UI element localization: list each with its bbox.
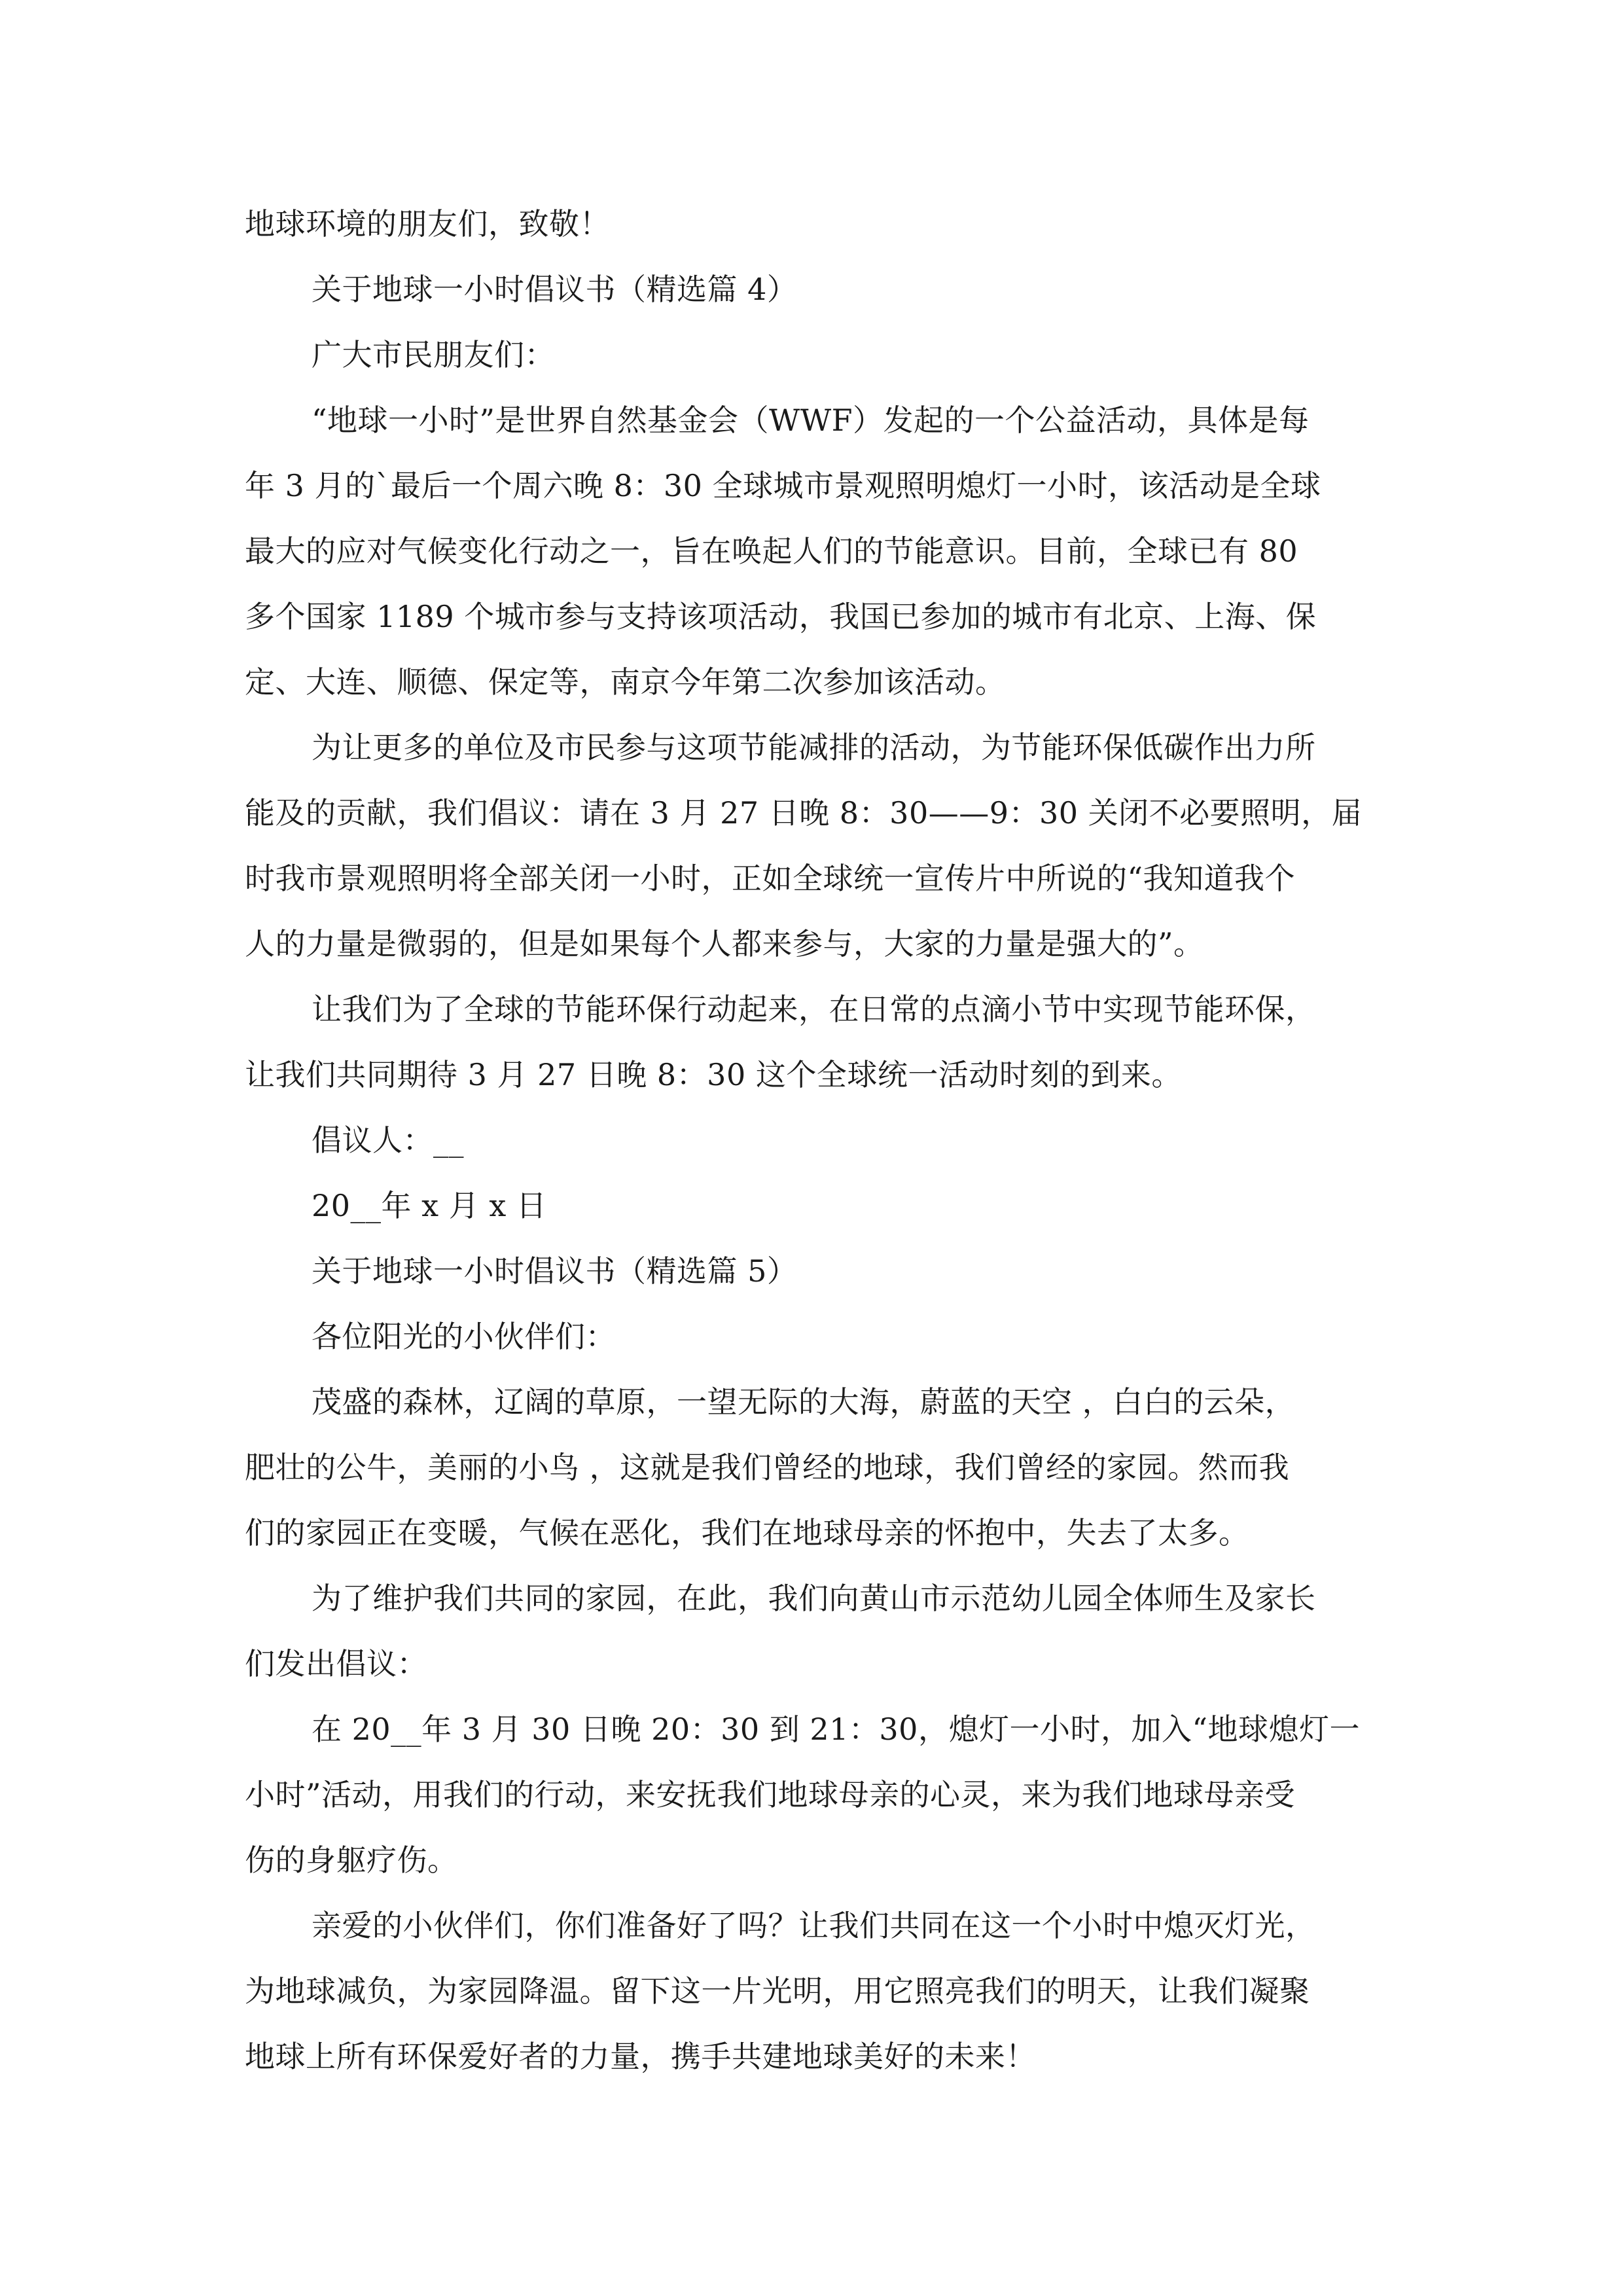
section-heading: 关于地球一小时倡议书（精选篇 4） xyxy=(312,272,798,307)
text-line: 让我们为了全球的节能环保行动起来，在日常的点滴小节中实现节能环保， xyxy=(312,992,1316,1027)
text-line: 小时”活动，用我们的行动，来安抚我们地球母亲的心灵，来为我们地球母亲受 xyxy=(245,1777,1296,1812)
text-line: 茂盛的森林，辽阔的草原，一望无际的大海，蔚蓝的天空 ，白白的云朵， xyxy=(312,1384,1296,1420)
text-line: 人的力量是微弱的，但是如果每个人都来参与，大家的力量是强大的”。 xyxy=(245,926,1204,961)
text-line: 肥壮的公牛，美丽的小鸟 ，这就是我们曾经的地球，我们曾经的家园。然而我 xyxy=(245,1450,1290,1485)
text-line: 在 20__年 3 月 30 日晚 20：30 到 21：30，熄灯一小时，加入“地球熄灯一 xyxy=(312,1712,1360,1747)
text-line: 们的家园正在变暖，气候在恶化，我们在地球母亲的怀抱中，失去了太多。 xyxy=(245,1515,1249,1551)
date-line: 20__年 x 月 x 日 xyxy=(312,1188,547,1223)
text-line: 时我市景观照明将全部关闭一小时，正如全球统一宣传片中所说的“我知道我个 xyxy=(245,861,1296,896)
section-heading: 关于地球一小时倡议书（精选篇 5） xyxy=(312,1253,798,1289)
text-line: 为让更多的单位及市民参与这项节能减排的活动，为节能环保低碳作出力所 xyxy=(312,730,1316,765)
text-line: 为了维护我们共同的家园，在此，我们向黄山市示范幼儿园全体师生及家长 xyxy=(312,1581,1316,1616)
salutation: 广大市民朋友们： xyxy=(312,337,555,372)
text-line: 们发出倡议： xyxy=(245,1646,427,1681)
text-line: 定、大连、顺德、保定等，南京今年第二次参加该活动。 xyxy=(245,664,1006,700)
text-line: 为地球减负，为家园降温。留下这一片光明，用它照亮我们的明天，让我们凝聚 xyxy=(245,1973,1310,2009)
text-line: 让我们共同期待 3 月 27 日晚 8：30 这个全球统一活动时刻的到来。 xyxy=(245,1057,1182,1092)
text-line: 最大的应对气候变化行动之一，旨在唤起人们的节能意识。目前，全球已有 80 xyxy=(245,533,1298,569)
text-line: 亲爱的小伙伴们，你们准备好了吗？让我们共同在这一个小时中熄灭灯光， xyxy=(312,1908,1316,1943)
document-body xyxy=(245,191,1383,2089)
text-line: 地球环境的朋友们，致敬！ xyxy=(245,206,610,242)
text-line: 地球上所有环保爱好者的力量，携手共建地球美好的未来！ xyxy=(245,2039,1036,2074)
text-line: 能及的贡献，我们倡议：请在 3 月 27 日晚 8：30——9：30 关闭不必要照明，届 xyxy=(245,795,1363,831)
salutation: 各位阳光的小伙伴们： xyxy=(312,1319,616,1354)
text-line: 伤的身躯疗伤。 xyxy=(245,1842,458,1878)
text-line: 多个国家 1189 个城市参与支持该项活动，我国已参加的城市有北京、上海、保 xyxy=(245,599,1317,634)
signature-line: 倡议人：__ xyxy=(312,1122,464,1158)
text-line: “地球一小时”是世界自然基金会（WWF）发起的一个公益活动，具体是每 xyxy=(312,403,1310,438)
text-line: 年 3 月的`最后一个周六晚 8：30 全球城市景观照明熄灯一小时，该活动是全球 xyxy=(245,468,1321,503)
